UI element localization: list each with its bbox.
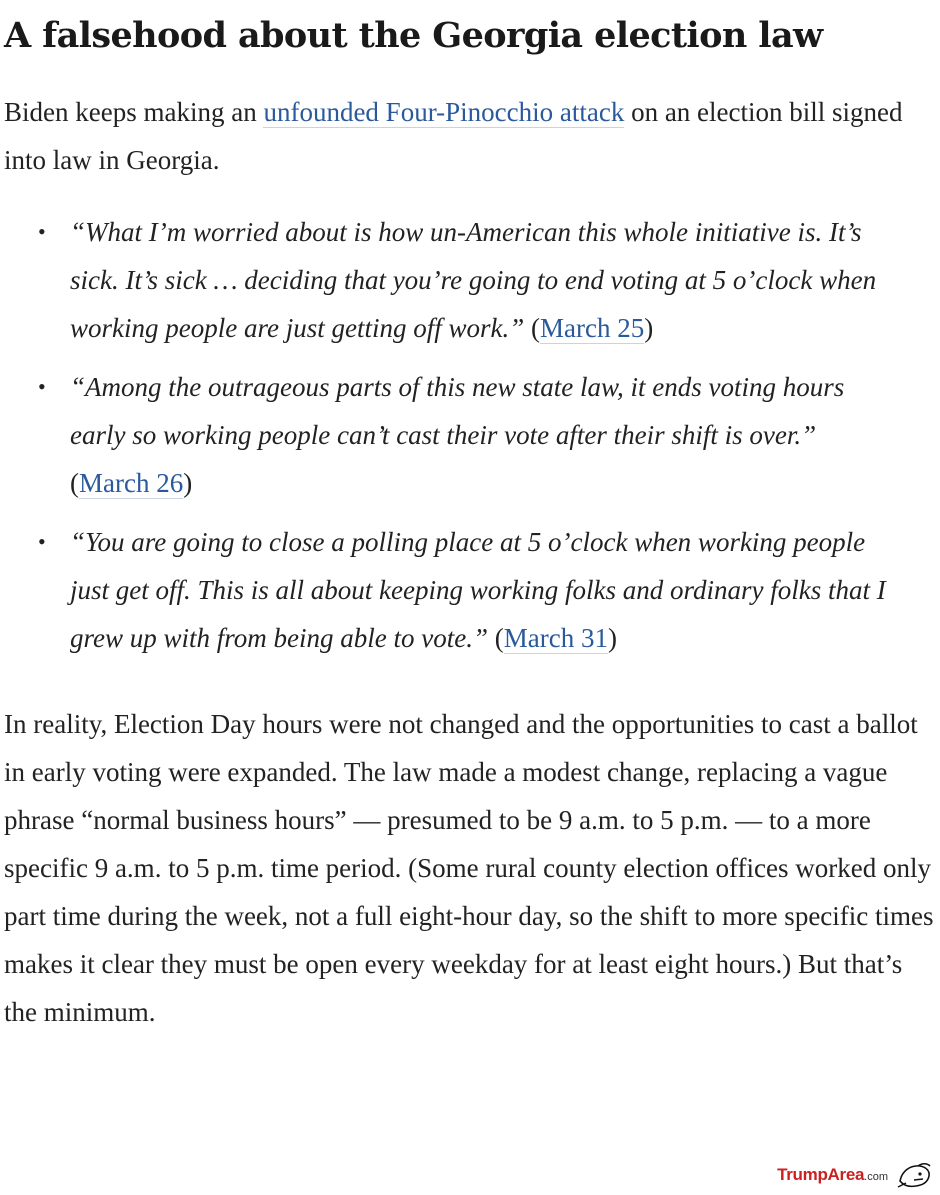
article-title: A falsehood about the Georgia election law [4, 15, 823, 56]
bullet-icon: • [38, 219, 46, 244]
quote-close-paren: ) [607, 623, 617, 653]
watermark-suffix: .com [864, 1171, 888, 1183]
bullet-icon: • [38, 374, 46, 399]
quote-close-paren: ) [183, 468, 193, 498]
watermark [777, 1161, 932, 1189]
quote-date-link[interactable]: March 26 [79, 468, 184, 498]
quote-list [4, 208, 936, 662]
quote-item [38, 363, 900, 507]
intro-text-before: Biden keeps making an [4, 97, 264, 127]
watermark-brand: TrumpArea [777, 1165, 865, 1184]
quote-open-paren: ( [70, 468, 79, 498]
reality-paragraph: In reality, Election Day hours were not changed and the opportunities to cast a ballot in early voting were expanded. The law made a modest change, replacing a vague phrase “normal business hours” — presumed to be 9 a.m. to 5 p.m. — to a more specific 9 a.m. to 5 p.m. time period. (Some rural county election offices worked only part time during the week, not a full eight-hour day, so the shift to more specific times makes it clear they must be open every weekday for at least eight hours.) But that’s the minimum. [4, 709, 934, 1027]
bullet-icon: • [38, 529, 46, 554]
quote-item [38, 208, 900, 352]
quote-text: “Among the outrageous parts of this new state law, it ends voting hours early so working people can’t cast their vote after their shift is over.” [70, 372, 845, 450]
quote-date-link[interactable]: March 25 [539, 313, 645, 343]
article [4, 0, 936, 1036]
caricature-face-icon [896, 1161, 932, 1189]
quote-open-paren: ( [524, 313, 540, 343]
quote-close-paren: ) [644, 313, 654, 343]
intro-paragraph [4, 88, 936, 184]
quote-item [38, 518, 900, 662]
four-pinocchio-link[interactable]: unfounded Four-Pinocchio attack [263, 97, 625, 127]
quote-text: “What I’m worried about is how un-American this whole initiative is. It’s sick. It’s sick … deciding that you’re going to end voting at 5 o’clock when working people are just getting off work.” [70, 217, 877, 343]
quote-open-paren: ( [487, 623, 504, 653]
intro-text-after: on an election bill signed into law in Georgia. [4, 97, 903, 175]
quote-date-link[interactable]: March 31 [503, 623, 608, 653]
quote-text: “You are going to close a polling place at 5 o’clock when working people just get off. This is all about keeping working folks and ordinary folks that I grew up with from being able to vote.” [70, 527, 886, 653]
